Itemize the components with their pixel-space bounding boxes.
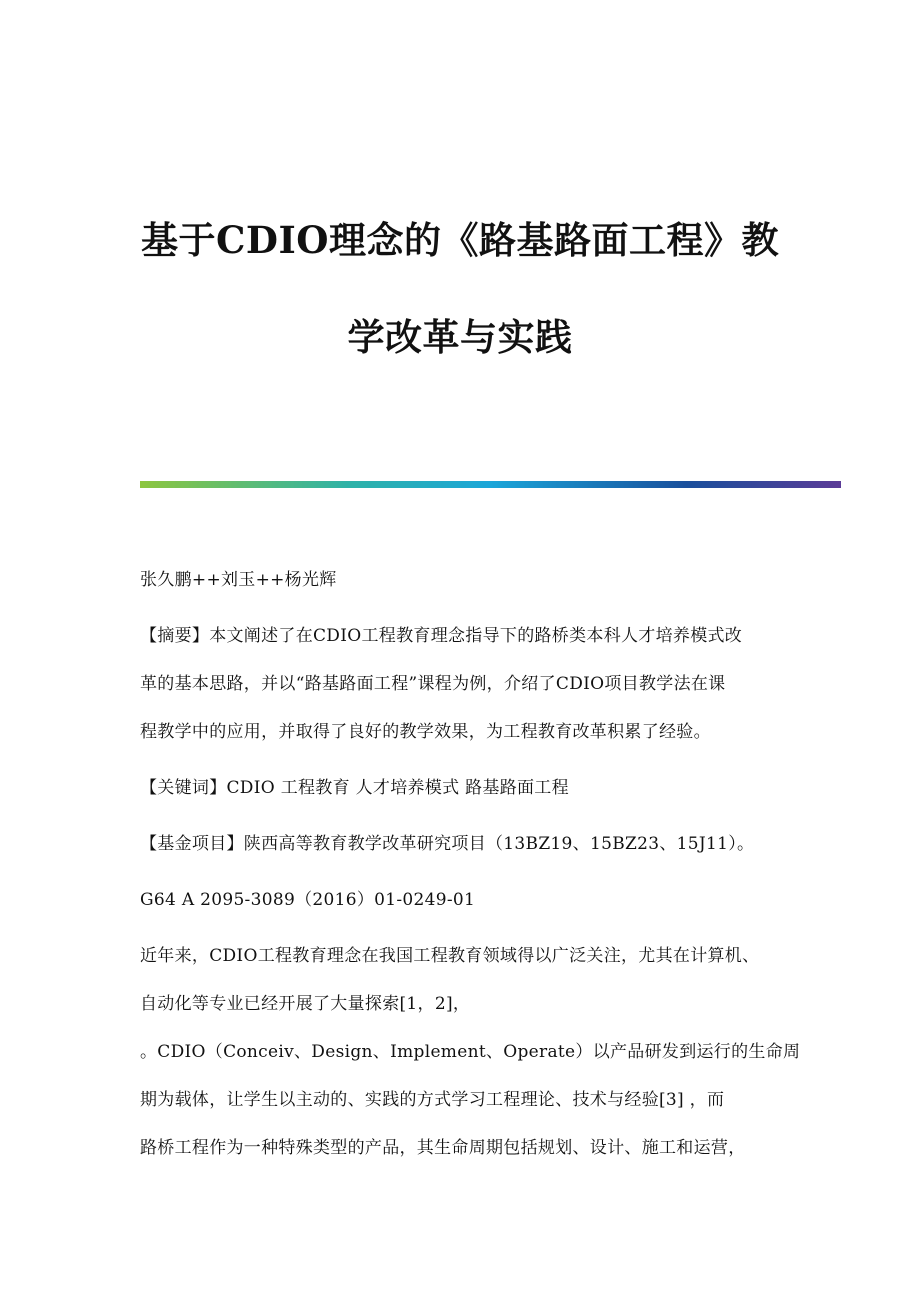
body-line: 近年来，CDIO工程教育理念在我国工程教育领域得以广泛关注，尤其在计算机、 [140, 946, 760, 966]
classification-code: G64 A 2095-3089（2016）01-0249-01 [140, 890, 476, 910]
gradient-divider [140, 481, 841, 488]
body-line: 自动化等专业已经开展了大量探索[1，2]， [140, 994, 471, 1014]
fund-info: 【基金项目】陕西高等教育教学改革研究项目（13BZ19、15BZ23、15J11）。 [140, 834, 755, 854]
body-line: 期为载体，让学生以主动的、实践的方式学习工程理论、技术与经验[3] ，而 [140, 1090, 725, 1110]
title-line-1: 基于CDIO理念的《路基路面工程》教 [140, 218, 780, 262]
abstract-line: 程教学中的应用，并取得了良好的教学效果，为工程教育改革积累了经验。 [140, 722, 711, 742]
title-line-2: 学改革与实践 [347, 315, 573, 359]
body-line: 。CDIO（Conceiv、Design、Implement、Operate）以产品研发到运行的生命周 [140, 1042, 801, 1062]
authors: 张久鹏++刘玉++杨光辉 [140, 570, 337, 590]
abstract-line: 【摘要】本文阐述了在CDIO工程教育理念指导下的路桥类本科人才培养模式改 [140, 626, 743, 646]
body-line: 路桥工程作为一种特殊类型的产品，其生命周期包括规划、设计、施工和运营， [140, 1138, 746, 1158]
abstract-line: 革的基本思路，并以“路基路面工程”课程为例，介绍了CDIO项目教学法在课 [140, 674, 726, 694]
keywords: 【关键词】CDIO 工程教育 人才培养模式 路基路面工程 [140, 778, 569, 798]
